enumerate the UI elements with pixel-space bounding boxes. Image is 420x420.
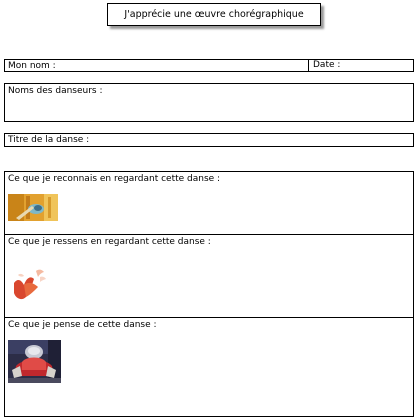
dancers-field-label: Noms des danseurs : xyxy=(8,86,103,96)
section-feel-label: Ce que je ressens en regardant cette danse : xyxy=(8,237,211,247)
thinking-person-photo-icon xyxy=(8,340,61,383)
date-field xyxy=(308,59,415,72)
name-date-row xyxy=(4,59,414,72)
dancer-photo-icon xyxy=(8,194,58,221)
section-think xyxy=(5,317,413,416)
section-feel xyxy=(5,234,413,317)
hand-gesture-icon xyxy=(8,263,50,305)
section-recognize xyxy=(5,172,413,234)
dance-title-field xyxy=(4,133,414,147)
name-field-label: Mon nom : xyxy=(8,61,56,71)
dancers-field xyxy=(4,83,414,122)
section-recognize-label: Ce que je reconnais en regardant cette danse : xyxy=(8,174,221,184)
page-title: J'apprécie une œuvre chorégraphique xyxy=(107,3,321,26)
reflection-box xyxy=(4,171,414,417)
dance-title-field-label: Titre de la danse : xyxy=(8,135,90,145)
date-field-label: Date : xyxy=(313,60,341,70)
section-think-label: Ce que je pense de cette danse : xyxy=(8,320,157,330)
